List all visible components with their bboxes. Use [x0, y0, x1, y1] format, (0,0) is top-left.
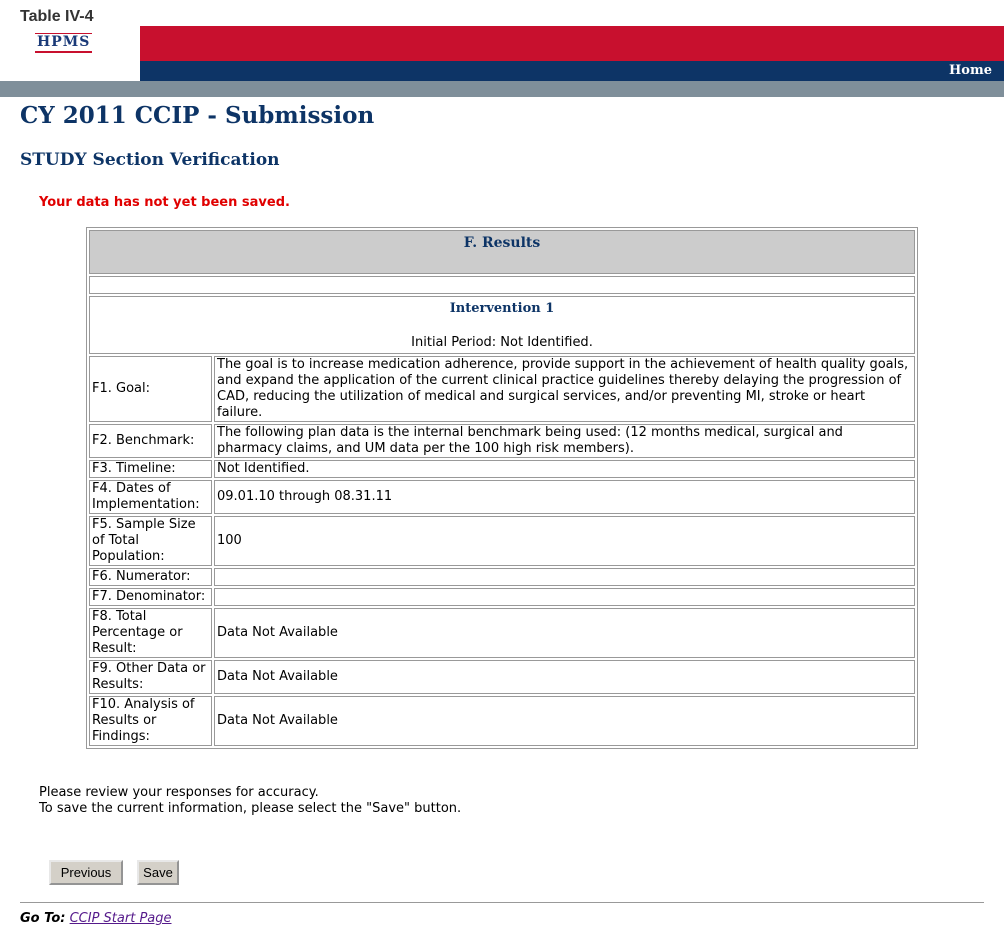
- intervention-cell: [89, 296, 915, 354]
- row-value-dates: 09.01.10 through 08.31.11: [214, 480, 915, 514]
- instructions: [39, 785, 461, 817]
- row-value-goal: The goal is to increase medication adherence, provide support in the achievement of health quality goals, and expand the application of the current clinical practice guidelines thereby delaying the progression of CAD, reducing the utilization of medical and surgical services, and/or preventing MI, stroke or heart failure.: [214, 356, 915, 422]
- footer-divider: [20, 902, 984, 903]
- table-row: [89, 480, 915, 514]
- instructions-line-1: Please review your responses for accuracy.: [39, 785, 319, 800]
- row-value-total-percentage: Data Not Available: [214, 608, 915, 658]
- row-value-benchmark: The following plan data is the internal benchmark being used: (12 months medical, surgical and pharmacy claims, and UM data per the 100 high risk members).: [214, 424, 915, 458]
- row-value-analysis: Data Not Available: [214, 696, 915, 746]
- hpms-logo: HPMS: [35, 33, 92, 53]
- header-navy-band: [140, 61, 1004, 81]
- section-title: STUDY Section Verification: [20, 150, 280, 170]
- home-link[interactable]: Home: [949, 63, 992, 78]
- row-value-denominator: [214, 588, 915, 606]
- table-row: [89, 460, 915, 478]
- table-row: [89, 588, 915, 606]
- row-label-dates: F4. Dates of Implementation:: [89, 480, 212, 514]
- goto-footer: [20, 911, 172, 926]
- previous-button[interactable]: Previous: [49, 860, 123, 885]
- table-row: [89, 424, 915, 458]
- row-value-other-data: Data Not Available: [214, 660, 915, 694]
- row-label-total-percentage: F8. Total Percentage or Result:: [89, 608, 212, 658]
- row-label-analysis: F10. Analysis of Results or Findings:: [89, 696, 212, 746]
- row-label-goal: F1. Goal:: [89, 356, 212, 422]
- table-row: [89, 516, 915, 566]
- row-label-benchmark: F2. Benchmark:: [89, 424, 212, 458]
- intervention-title: Intervention 1: [449, 301, 555, 316]
- row-label-other-data: F9. Other Data or Results:: [89, 660, 212, 694]
- header-red-band: [140, 26, 1004, 61]
- unsaved-warning: Your data has not yet been saved.: [39, 195, 290, 210]
- ccip-start-page-link[interactable]: CCIP Start Page: [69, 911, 172, 926]
- initial-period: Initial Period: Not Identified.: [411, 335, 593, 350]
- results-table: [86, 227, 918, 749]
- table-row: [89, 660, 915, 694]
- goto-label: Go To:: [20, 911, 66, 926]
- table-row: [89, 356, 915, 422]
- row-label-sample-size: F5. Sample Size of Total Population:: [89, 516, 212, 566]
- instructions-line-2: To save the current information, please select the "Save" button.: [39, 801, 462, 816]
- row-label-denominator: F7. Denominator:: [89, 588, 212, 606]
- save-button[interactable]: Save: [137, 860, 179, 885]
- blank-row: [89, 276, 915, 294]
- table-row: [89, 696, 915, 746]
- row-value-sample-size: 100: [214, 516, 915, 566]
- table-row: [89, 608, 915, 658]
- row-value-numerator: [214, 568, 915, 586]
- table-label: Table IV-4: [20, 8, 94, 25]
- page-title: CY 2011 CCIP - Submission: [20, 102, 375, 129]
- header-grey-band: [0, 81, 1004, 97]
- results-header: F. Results: [89, 230, 915, 274]
- row-label-numerator: F6. Numerator:: [89, 568, 212, 586]
- row-label-timeline: F3. Timeline:: [89, 460, 212, 478]
- row-value-timeline: Not Identified.: [214, 460, 915, 478]
- table-row: [89, 568, 915, 586]
